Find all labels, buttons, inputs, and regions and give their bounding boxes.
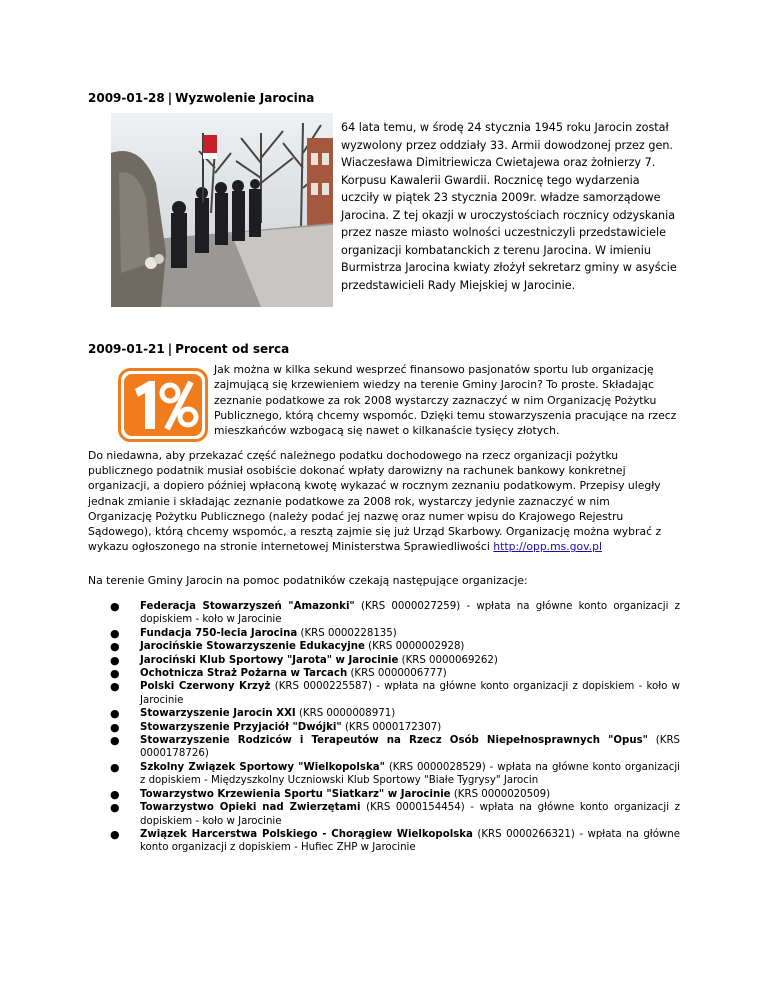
- organization-name: Towarzystwo Opieki nad Zwierzętami: [140, 802, 361, 814]
- article-headline: Procent od serca: [175, 342, 290, 356]
- bullet-icon: ●: [110, 626, 120, 640]
- organization-name: Polski Czerwony Krzyż: [140, 681, 271, 693]
- organization-details: (KRS 0000006777): [347, 668, 447, 680]
- organization-item: [88, 734, 680, 761]
- organization-name: Towarzystwo Krzewienia Sportu "Siatkarz" w Jarocinie: [140, 788, 451, 800]
- organization-details: (KRS 0000027259) - wpłata na główne konto organizacji z dopiskiem - koło w Jarocinie: [140, 601, 681, 626]
- bullet-icon: ●: [110, 734, 120, 748]
- organization-details: (KRS 0000172307): [341, 721, 442, 733]
- organizations-intro: Na terenie Gminy Jarocin na pomoc podatników czekają następujące organizacje:: [88, 574, 528, 587]
- organization-details: (KRS 0000266321) - wpłata na główne konto organizacji z dopiskiem - Hufiec ZHP w Jarocinie: [140, 828, 680, 854]
- bullet-icon: ●: [110, 801, 120, 815]
- bullet-icon: ●: [110, 667, 120, 681]
- bullet-icon: ●: [110, 787, 120, 801]
- organization-item: [88, 627, 680, 640]
- organization-item: [88, 721, 680, 734]
- organization-details: (KRS 0000228135): [297, 627, 397, 639]
- organization-name: Jarocińskie Stowarzyszenie Edukacyjne: [140, 641, 365, 653]
- article-date: 2009-01-21: [88, 342, 165, 356]
- organization-item: [88, 600, 680, 627]
- organization-name: Związek Harcerstwa Polskiego - Chorągiew Wielkopolska: [140, 828, 473, 840]
- paragraph-text: Do niedawna, aby przekazać część należnego podatku dochodowego na rzecz organizacji pożytku publicznego podatnik musiał osobiście dokonać wpłaty darowizny na rachunek bankowy konkretnej organizacji, a dopiero później wpłaconą kwotę wykazać w rocznym zeznaniu podatkowym. Przepisy uległy jednak zmianie i składając zeznanie podatkowe za 2008 rok, wystarczy jedynie zaznaczyć w nim Organizację Pożytku Publicznego (należy podać jej nazwę oraz numer wpisu do Krajowego Rejestru Sądowego), którą chcemy wspomóc, a resztą zajmie się już Urząd Skarbowy. Organizację można wybrać z wykazu ogłoszonego na stronie internetowej Ministerstwa Sprawiedliwości: [88, 449, 662, 554]
- one-percent-icon: [118, 368, 208, 442]
- organization-name: Ochotnicza Straż Pożarna w Tarcach: [140, 668, 348, 680]
- organization-list: [88, 600, 680, 855]
- organization-details: (KRS 0000020509): [450, 788, 551, 800]
- title-separator: |: [167, 91, 173, 105]
- organization-item: [88, 680, 680, 707]
- organization-item: [88, 788, 680, 801]
- article-photo: [111, 113, 333, 307]
- article-headline: Wyzwolenie Jarocina: [175, 91, 315, 105]
- bullet-icon: ●: [110, 680, 120, 694]
- organization-name: Fundacja 750-lecia Jarocina: [140, 627, 298, 639]
- organization-name: Stowarzyszenie Przyjaciół "Dwójki": [140, 721, 342, 733]
- organization-item: [88, 761, 680, 788]
- organization-item: [88, 828, 680, 855]
- organization-name: Szkolny Związek Sportowy "Wielkopolska": [140, 761, 385, 773]
- article-title: [88, 91, 314, 105]
- one-percent-logo: [118, 368, 208, 442]
- bullet-icon: ●: [110, 720, 120, 734]
- organization-name: Stowarzyszenie Rodziców i Terapeutów na Rzecz Osób Niepełnosprawnych "Opus": [140, 735, 648, 747]
- article-title: [88, 342, 289, 356]
- ceremony-photo-icon: [111, 113, 333, 307]
- bullet-icon: ●: [110, 760, 120, 774]
- bullet-icon: ●: [110, 600, 120, 613]
- organization-item: [88, 801, 680, 828]
- article-paragraph: [88, 448, 672, 554]
- organization-name: Federacja Stowarzyszeń "Amazonki": [140, 601, 355, 612]
- organization-name: Stowarzyszenie Jarocin XXI: [140, 708, 296, 720]
- article-body: 64 lata temu, w środę 24 stycznia 1945 roku Jarocin został wyzwolony przez oddziały 33. Armii dowodzonej przez gen. Wiaczesława Dimitriewicza Cwietajewa oraz żołnierzy 7. Korpusu Kawalerii Gwardii. Rocznicę tego wydarzenia uczciły w piątek 23 stycznia 2009r. władze samorządowe Jarocina. Z tej okazji w uroczystościach rocznicy odzyskania przez nasze miasto wolności uczestniczyli przedstawiciele organizacji kombatanckich z terenu Jarocina. W imieniu Burmistrza Jarocina kwiaty złożył sekretarz gminy w asyście przedstawicieli Rady Miejskiej w Jarocinie.: [341, 121, 677, 292]
- organization-details: (KRS 0000225587) - wpłata na główne konto organizacji z dopiskiem - koło w Jarocinie: [140, 681, 680, 706]
- organization-item: [88, 667, 680, 680]
- organization-item: [88, 707, 680, 720]
- bullet-icon: ●: [110, 653, 120, 667]
- title-separator: |: [167, 342, 173, 356]
- bullet-icon: ●: [110, 640, 120, 654]
- organization-details: (KRS 0000069262): [398, 654, 498, 666]
- organization-details: (KRS 0000178726): [140, 735, 680, 760]
- organization-details: (KRS 0000008971): [295, 708, 396, 720]
- organization-item: [88, 640, 680, 653]
- organization-item: [88, 654, 680, 667]
- organization-details: (KRS 0000028529) - wpłata na główne konto organizacji z dopiskiem - Międzyszkolny Uczniowski Klub Sportowy "Białe Tygrysy" Jarocin: [140, 761, 680, 787]
- bullet-icon: ●: [110, 707, 120, 721]
- ministry-link[interactable]: http://opp.ms.gov.pl: [493, 540, 602, 554]
- bullet-icon: ●: [110, 827, 120, 841]
- organization-name: Jarociński Klub Sportowy "Jarota" w Jarocinie: [140, 654, 399, 666]
- article-intro: Jak można w kilka sekund wesprzeć finansowo pasjonatów sportu lub organizację zajmującą się krzewieniem wiedzy na terenie Gminy Jarocin? To proste. Składając zeznanie podatkowe za rok 2008 wystarczy zaznaczyć w nim Organizację Pożytku Publicznego, którą chcemy wspomóc. Dzięki temu stowarzyszenia pracujące na rzecz mieszkańców wzbogacą się nawet o kilkanaście tysięcy złotych.: [214, 363, 677, 437]
- article-date: 2009-01-28: [88, 91, 165, 105]
- organization-details: (KRS 0000154454) - wpłata na główne konto organizacji z dopiskiem - koło w Jarocinie: [140, 802, 680, 827]
- organization-details: (KRS 0000002928): [364, 641, 465, 653]
